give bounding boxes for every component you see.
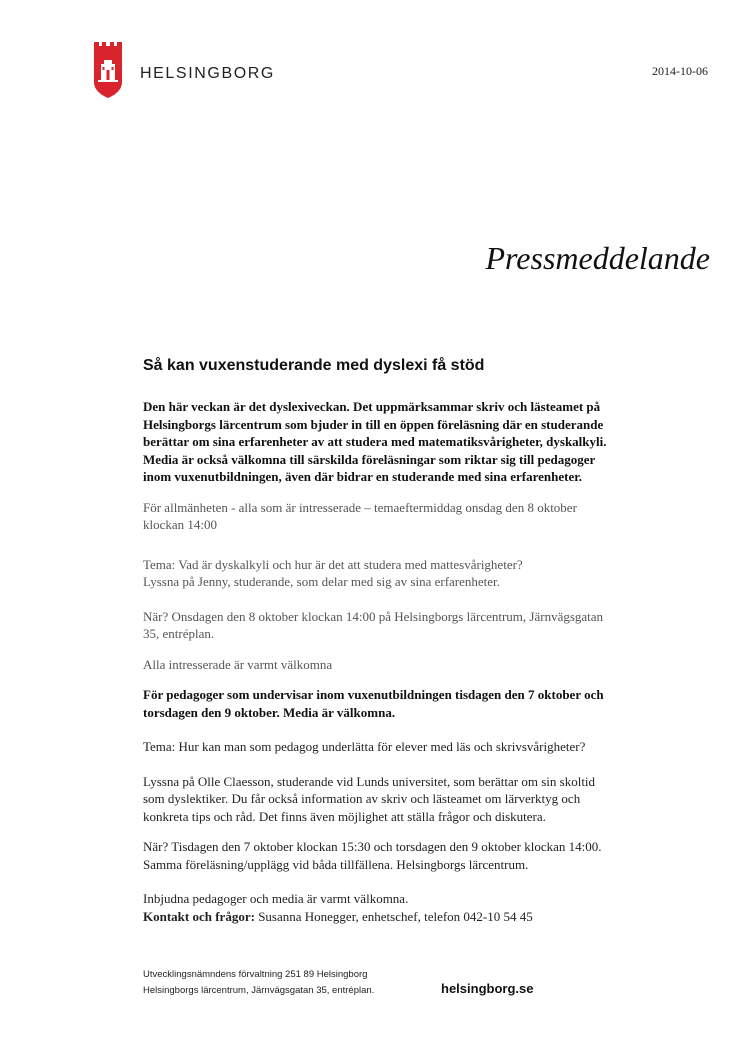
invitation-note: Inbjudna pedagoger och media är varmt välkomna. xyxy=(143,891,409,906)
article-headline: Så kan vuxenstuderande med dyslexi få stöd xyxy=(143,357,485,374)
public-theme: Tema: Vad är dyskalkyli och hur är det att studera med mattesvårigheter? xyxy=(143,556,523,572)
contact-line xyxy=(143,908,613,926)
helsingborg-logo xyxy=(92,42,275,98)
helsingborg-crest-icon xyxy=(92,42,124,98)
document-date: 2014-10-06 xyxy=(652,64,708,78)
teachers-theme: Tema: Hur kan man som pedagog underlätta för elever med läs och skrivsvårigheter? xyxy=(143,739,586,754)
public-intro: För allmänheten - alla som är intresserade – temaeftermiddag onsdag den 8 oktober klockan 14:00 xyxy=(143,499,577,532)
public-speaker: Lyssna på Jenny, studerande, som delar med sig av sina erfarenheter. xyxy=(143,574,500,589)
public-welcome: Alla intresserade är varmt välkomna xyxy=(143,656,333,672)
footer-website-link[interactable]: helsingborg.se xyxy=(441,981,534,996)
document-type-title: Pressmeddelande xyxy=(485,240,710,276)
teachers-intro: För pedagoger som undervisar inom vuxenutbildningen tisdagen den 7 oktober och torsdagen den 9 oktober. Media är välkomna. xyxy=(143,687,604,720)
lead-paragraph: Den här veckan är det dyslexiveckan. Det uppmärksammar skriv och lästeamet på Helsingborgs lärcentrum som bjuder in till en öppen föreläsning där en studerande berättar om sina erfarenheter av att studera med matematiksvårigheter, dyskalkyli. Media är också välkomna till särskilda föreläsningar som riktar sig till pedagoger inom vuxenutbildningen, även där bidrar en studerande med sina erfarenheter. xyxy=(143,399,607,484)
contact-details: Susanna Honegger, enhetschef, telefon 042-10 54 45 xyxy=(254,908,533,924)
footer-line-1: Utvecklingsnämndens förvaltning 251 89 Helsingborg xyxy=(143,969,368,980)
teachers-speaker: Lyssna på Olle Claesson, studerande vid Lunds universitet, som berättar om sin skoltid som dyslektiker. Du får också information av skriv och lästeamet om lärverktyg och konkreta tips och råd. Det finns även möjlighet att ställa frågor och diskutera. xyxy=(143,773,596,824)
article-body xyxy=(143,398,613,925)
public-when: När? Onsdagen den 8 oktober klockan 14:00 på Helsingborgs lärcentrum, Järnvägsgatan 35, entréplan. xyxy=(143,608,604,641)
contact-label: Kontakt och frågor: xyxy=(143,908,255,924)
footer-address xyxy=(143,967,374,999)
teachers-when: När? Tisdagen den 7 oktober klockan 15:30 och torsdagen den 9 oktober klockan 14:00. Samma föreläsning/upplägg vid båda tillfällena. Helsingborgs lärcentrum. xyxy=(143,839,602,872)
footer-line-2: Helsingborgs lärcentrum, Järnvägsgatan 35, entréplan. xyxy=(143,985,375,996)
org-name: HELSINGBORG xyxy=(140,65,275,82)
